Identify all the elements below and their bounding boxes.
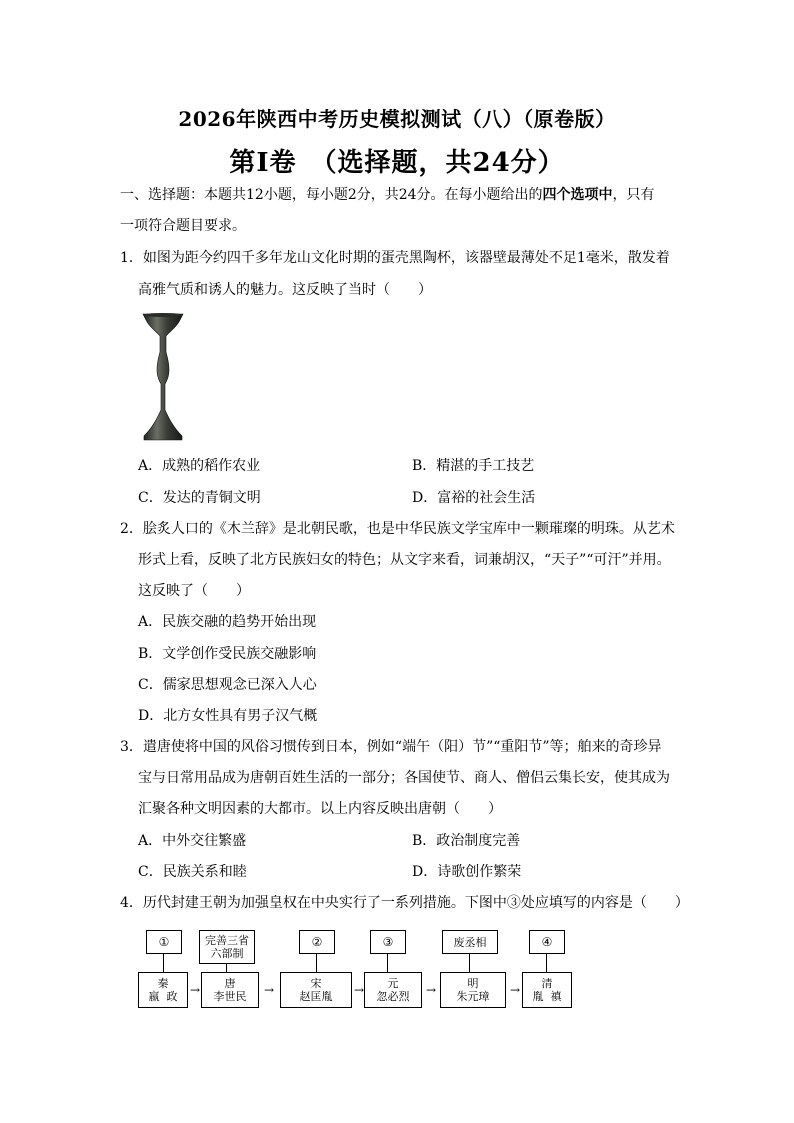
dynasty-name: 清 bbox=[541, 977, 553, 990]
question-2-option-d[interactable]: D．北方女性具有男子汉气概 bbox=[138, 708, 318, 724]
ruler-name: 忽必烈 bbox=[376, 990, 410, 1003]
instructions-line-1 bbox=[120, 186, 655, 204]
diagram-top-box-2: 完善三省 六部制 bbox=[199, 930, 255, 964]
question-4-line-1: 4．历代封建王朝为加强皇权在中央实行了一系列措施。下图中③处应填写的内容是（ ） bbox=[120, 895, 689, 911]
question-3-option-b[interactable]: B．政治制度完善 bbox=[412, 833, 521, 849]
question-2-line-1: 2．脍炙人口的《木兰辞》是北朝民歌，也是中华民族文学宝库中一颗璀璨的明珠。从艺术 bbox=[120, 521, 675, 537]
instructions-text-2: ，只有 bbox=[612, 187, 655, 203]
question-3-option-d[interactable]: D．诗歌创作繁荣 bbox=[412, 864, 522, 880]
dynasty-name: 宋 bbox=[310, 977, 322, 990]
question-2-option-b[interactable]: B．文学创作受民族交融影响 bbox=[138, 646, 317, 662]
question-2-option-c[interactable]: C．儒家思想观念已深入人心 bbox=[138, 677, 317, 693]
diagram-dynasty-box-song bbox=[280, 972, 352, 1008]
dynasty-name: 唐 bbox=[224, 977, 236, 990]
diagram-arrow-1: → bbox=[190, 983, 201, 997]
question-1-line-2: 高雅气质和诱人的魅力。这反映了当时（ ） bbox=[138, 282, 432, 298]
diagram-connector-3 bbox=[316, 954, 317, 972]
question-2-line-3: 这反映了（ ） bbox=[138, 583, 250, 599]
diagram-arrow-4: → bbox=[426, 983, 437, 997]
ruler-name: 嬴 政 bbox=[148, 990, 178, 1003]
section-title: 第Ⅰ卷 （选择题，共24分） bbox=[229, 148, 565, 178]
question-1-option-d[interactable]: D．富裕的社会生活 bbox=[412, 490, 536, 506]
black-pottery-cup-image bbox=[142, 312, 184, 442]
question-1-option-b[interactable]: B．精湛的手工技艺 bbox=[412, 458, 535, 474]
diagram-dynasty-box-qin bbox=[138, 972, 188, 1008]
exam-title: 2026年陕西中考历史模拟测试（八）（原卷版） bbox=[178, 107, 616, 131]
diagram-connector-4 bbox=[387, 954, 388, 972]
diagram-arrow-3: → bbox=[354, 983, 365, 997]
instructions-bold-text: 四个选项中 bbox=[542, 187, 613, 203]
question-1-line-1: 1．如图为距今约四千多年龙山文化时期的蛋壳黑陶杯，该器壁最薄处不足1毫米，散发着 bbox=[120, 250, 670, 266]
dynasty-name: 秦 bbox=[157, 977, 169, 990]
diagram-connector-5 bbox=[469, 954, 470, 972]
diagram-top-box-5: 废丞相 bbox=[442, 930, 498, 954]
dynasty-name: 元 bbox=[387, 977, 399, 990]
diagram-arrow-5: → bbox=[510, 983, 521, 997]
diagram-dynasty-box-qing bbox=[522, 972, 572, 1008]
diagram-top-box-6: ④ bbox=[529, 930, 565, 954]
question-3-option-a[interactable]: A．中外交往繁盛 bbox=[138, 833, 247, 849]
diagram-dynasty-box-yuan bbox=[364, 972, 422, 1008]
instructions-text-1: 一、选择题：本题共12小题，每小题2分，共24分。在每小题给出的 bbox=[120, 187, 543, 203]
diagram-connector-2 bbox=[226, 964, 227, 972]
question-3-line-2: 宝与日常用品成为唐朝百姓生活的一部分；各国使节、商人、僧侣云集长安，使其成为 bbox=[138, 770, 670, 786]
diagram-arrow-2: → bbox=[264, 983, 275, 997]
diagram-dynasty-box-ming bbox=[440, 972, 506, 1008]
question-2-option-a[interactable]: A．民族交融的趋势开始出现 bbox=[138, 614, 317, 630]
ruler-name: 朱元璋 bbox=[456, 990, 490, 1003]
diagram-top-box-4: ③ bbox=[370, 930, 406, 954]
question-3-line-3: 汇聚各种文明因素的大都市。以上内容反映出唐朝（ ） bbox=[138, 801, 502, 817]
question-2-line-2: 形式上看，反映了北方民族妇女的特色；从文字来看，词兼胡汉，“天子”“可汗”并用。 bbox=[138, 552, 671, 568]
question-1-option-c[interactable]: C．发达的青铜文明 bbox=[138, 490, 261, 506]
diagram-top-box-3: ② bbox=[299, 930, 335, 954]
diagram-connector-6 bbox=[546, 954, 547, 972]
ruler-name: 李世民 bbox=[213, 990, 247, 1003]
diagram-dynasty-box-tang bbox=[201, 972, 259, 1008]
question-1-option-a[interactable]: A．成熟的稻作农业 bbox=[138, 458, 261, 474]
diagram-connector-1 bbox=[163, 954, 164, 972]
ruler-name: 赵匡胤 bbox=[299, 990, 333, 1003]
question-3-line-1: 3．遣唐使将中国的风俗习惯传到日本，例如“端午（阳）节”“重阳节”等；舶来的奇珍异 bbox=[120, 739, 662, 755]
ruler-name: 胤 禛 bbox=[532, 990, 562, 1003]
question-3-option-c[interactable]: C．民族关系和睦 bbox=[138, 864, 247, 880]
instructions-line-2: 一项符合题目要求。 bbox=[120, 218, 246, 234]
dynasty-name: 明 bbox=[467, 977, 479, 990]
diagram-top-box-1: ① bbox=[146, 930, 182, 954]
